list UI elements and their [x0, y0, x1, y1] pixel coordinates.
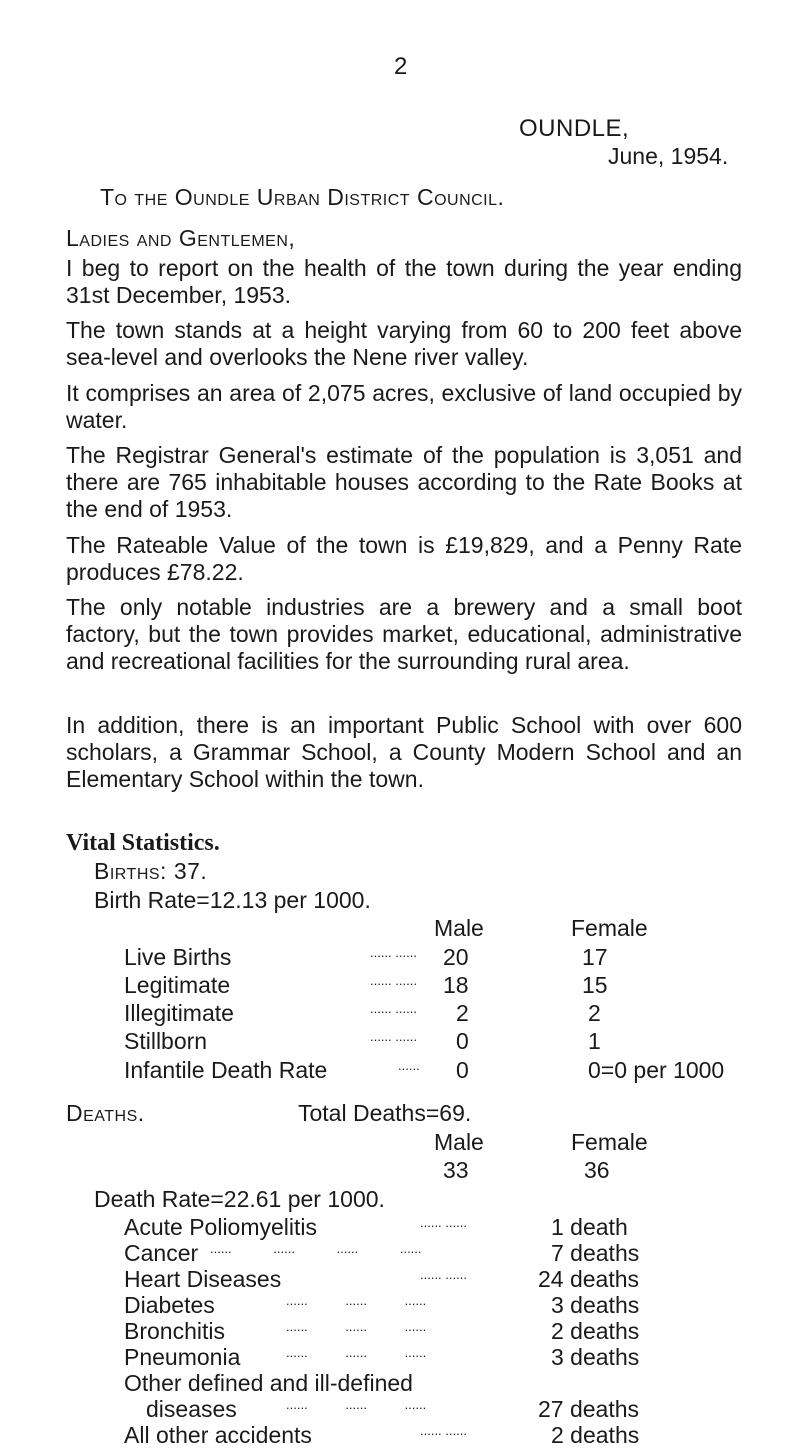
- paragraph-2: [66, 317, 742, 371]
- table-row-label: Stillborn: [124, 1028, 208, 1054]
- population-text: The Registrar General's estimate of the population is 3,051 and there are 765 inhabitable houses according to the Rate Books at the end of 1953.: [66, 442, 742, 522]
- deaths-label: Deaths.: [66, 1100, 145, 1126]
- deaths-male-value: 33: [443, 1157, 469, 1183]
- letter-place: OUNDLE,: [519, 115, 630, 142]
- births-female-value: 0=0 per 1000: [588, 1057, 725, 1083]
- births-female-value: 15: [582, 972, 608, 998]
- vital-statistics-heading: Vital Statistics.: [66, 830, 220, 856]
- table-row-label: Illegitimate: [124, 1000, 234, 1026]
- cause-label-continued: diseases: [146, 1396, 237, 1422]
- births-male-value: 20: [443, 944, 469, 970]
- paragraph-3: [66, 380, 742, 434]
- paragraph-1: [66, 255, 742, 309]
- cause-dots: ...... ...... ...... ......: [210, 1241, 422, 1256]
- births-male-value: 18: [443, 972, 469, 998]
- cause-value: 27 deaths: [538, 1396, 640, 1422]
- table-row-dots: ...... ......: [370, 973, 417, 988]
- deaths-female-value: 36: [584, 1157, 610, 1183]
- cause-value: 1 death: [551, 1214, 628, 1240]
- births-male-value: 2: [456, 1000, 469, 1026]
- deaths-col-female: Female: [571, 1129, 648, 1155]
- cause-label: Pneumonia: [124, 1344, 241, 1370]
- table-row-dots: ...... ......: [370, 945, 417, 960]
- cause-dots: ...... ...... ......: [286, 1397, 427, 1412]
- salutation: Ladies and Gentlemen,: [66, 225, 296, 251]
- deaths-col-male: Male: [434, 1129, 484, 1155]
- cause-label: Diabetes: [124, 1292, 215, 1318]
- table-row-label: Live Births: [124, 944, 232, 970]
- height-text: The town stands at a height varying from 60 to 200 feet above sea-level and overlooks the Nene river valley.: [66, 317, 742, 370]
- cause-dots: ...... ...... ......: [286, 1293, 427, 1308]
- schools-text: In addition, there is an important Public School with over 600 scholars, a Grammar School, a County Modern School and an Elementary School within the town.: [66, 712, 742, 792]
- accidents-row-label: All other accidents: [124, 1422, 312, 1448]
- death-rate: Death Rate=22.61 per 1000.: [94, 1186, 385, 1212]
- births-col-female: Female: [571, 915, 648, 941]
- cause-dots: ...... ...... ......: [286, 1345, 427, 1360]
- rateable-value-text: The Rateable Value of the town is £19,829, and a Penny Rate produces £78.22.: [66, 532, 742, 585]
- table-row-label: Infantile Death Rate: [124, 1057, 328, 1083]
- accidents-row-value: 2 deaths: [551, 1422, 640, 1448]
- paragraph-7: [66, 712, 742, 793]
- paragraph-5: [66, 532, 742, 586]
- cause-label: Bronchitis: [124, 1318, 225, 1344]
- births-female-value: 2: [588, 1000, 601, 1026]
- page-number: 2: [394, 53, 408, 80]
- birth-rate: Birth Rate=12.13 per 1000.: [94, 887, 371, 913]
- births-female-value: 17: [582, 944, 608, 970]
- paragraph-4: [66, 442, 742, 523]
- total-deaths: Total Deaths=69.: [298, 1100, 472, 1126]
- table-row-label: Legitimate: [124, 972, 231, 998]
- table-row-dots: ...... ......: [370, 1001, 417, 1016]
- births-male-value: 0: [456, 1028, 469, 1054]
- cause-value: 7 deaths: [551, 1240, 640, 1266]
- letter-date: June, 1954.: [608, 143, 729, 169]
- report-intro-text: I beg to report on the health of the town during the year ending 31st December, 1953.: [66, 255, 742, 308]
- letter-recipient: To the Oundle Urban District Council.: [100, 184, 505, 210]
- births-label: Births: 37.: [94, 858, 208, 884]
- cause-value: 24 deaths: [538, 1266, 640, 1292]
- cause-dots: ...... ......: [420, 1267, 467, 1282]
- cause-label: Acute Poliomyelitis: [124, 1214, 318, 1240]
- births-col-male: Male: [434, 915, 484, 941]
- cause-dots: ...... ......: [420, 1215, 467, 1230]
- cause-value: 3 deaths: [551, 1344, 640, 1370]
- table-row-dots: ......: [398, 1058, 420, 1073]
- industries-text: The only notable industries are a brewery and a small boot factory, but the town provides market, educational, administrative and recreational facilities for the surrounding rural area.: [66, 594, 742, 674]
- cause-dots: ...... ......: [420, 1423, 467, 1438]
- cause-label: Heart Diseases: [124, 1266, 282, 1292]
- paragraph-6: [66, 594, 742, 675]
- table-row-dots: ...... ......: [370, 1029, 417, 1044]
- cause-label: Other defined and ill-defined: [124, 1370, 413, 1396]
- births-male-value: 0: [456, 1057, 469, 1083]
- births-female-value: 1: [588, 1028, 601, 1054]
- cause-label: Cancer: [124, 1240, 199, 1266]
- area-text: It comprises an area of 2,075 acres, exclusive of land occupied by water.: [66, 380, 742, 433]
- cause-value: 3 deaths: [551, 1292, 640, 1318]
- cause-value: 2 deaths: [551, 1318, 640, 1344]
- cause-dots: ...... ...... ......: [286, 1319, 427, 1334]
